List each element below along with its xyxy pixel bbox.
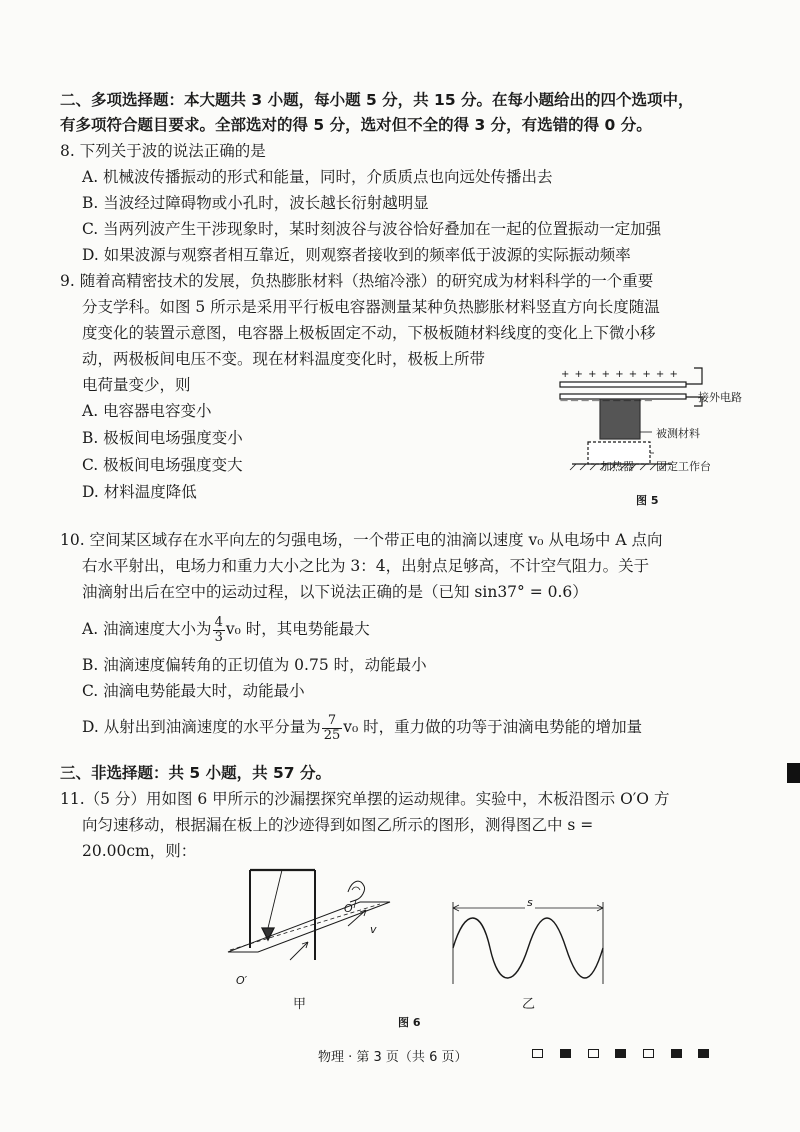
- fraction-7-25: [322, 714, 343, 743]
- q10-option-a-prefix: A. 油滴速度大小为: [82, 620, 212, 638]
- q8-option-b: B. 当波经过障碍物或小孔时，波长越长衍射越明显: [82, 194, 429, 212]
- fraction-denominator: 25: [323, 727, 341, 743]
- footer-mark-empty: [532, 1049, 543, 1058]
- minus-charges: — — — — — — — — —: [560, 396, 653, 405]
- figure-6-yi-sand-trace: [448, 898, 608, 986]
- q8-option-a: A. 机械波传播振动的形式和能量，同时，介质质点也向远处传播出去: [82, 168, 553, 186]
- label-jia: 甲: [293, 997, 307, 1012]
- q10-option-c: C. 油滴电势能最大时，动能最小: [82, 682, 305, 700]
- q11-stem-line2: 向匀速移动，根据漏在板上的沙迹得到如图乙所示的图形，测得图乙中 s =: [82, 816, 594, 834]
- upper-plate: [560, 382, 686, 387]
- sine-wave-trace: [453, 918, 603, 978]
- fraction-numerator: 4: [214, 614, 223, 630]
- q8-stem: 8. 下列关于波的说法正确的是: [60, 142, 266, 160]
- wooden-board: [228, 902, 390, 952]
- fraction-denominator: 3: [214, 629, 223, 645]
- q9-stem-line1: 9. 随着高精密技术的发展，负热膨胀材料（热缩冷涨）的研究成为材料科学的一个重要: [60, 272, 654, 290]
- measured-material-block: [600, 399, 640, 439]
- q10-stem-line1: 10. 空间某区域存在水平向左的匀强电场，一个带正电的油滴以速度 v₀ 从电场中 A 点向: [60, 531, 663, 549]
- q9-stem-line5: 电荷量变少，则: [82, 376, 191, 394]
- fraction-4-3: [213, 616, 225, 645]
- q11-stem-line3: 20.00cm，则：: [82, 842, 197, 860]
- q10-option-b: B. 油滴速度偏转角的正切值为 0.75 时，动能最小: [82, 656, 427, 674]
- label-external-circuit: 接外电路: [698, 391, 742, 404]
- label-v: v: [370, 923, 377, 936]
- fraction-numerator: 7: [322, 714, 343, 729]
- footer-mark-filled: [671, 1049, 682, 1058]
- footer-mark-filled: [698, 1049, 709, 1058]
- footer-mark-empty: [643, 1049, 654, 1058]
- q10-stem-line3: 油滴射出后在空中的运动过程，以下说法正确的是（已知 sin37° = 0.6）: [82, 583, 588, 601]
- figure-5-caption: 图 5: [636, 494, 659, 507]
- label-O: O: [344, 902, 353, 915]
- q9-option-a: A. 电容器电容变小: [82, 402, 212, 420]
- q10-option-a-suffix: v₀ 时，其电势能最大: [225, 620, 370, 638]
- label-yi: 乙: [522, 997, 536, 1012]
- footer-mark-empty: [588, 1049, 599, 1058]
- label-heater: 加热器: [601, 460, 634, 473]
- q10-stem-line2: 右水平射出，电场力和重力大小之比为 3：4，出射点足够高，不计空气阻力。关于: [82, 557, 650, 575]
- footer-mark-filled: [560, 1049, 571, 1058]
- plus-charges: + + + + + + + + +: [561, 369, 679, 380]
- q9-option-d: D. 材料温度降低: [82, 483, 197, 501]
- label-s: s: [527, 896, 533, 909]
- q8-option-c: C. 当两列波产生干涉现象时，某时刻波谷与波谷恰好叠加在一起的位置振动一定加强: [82, 220, 662, 238]
- q9-stem-line4: 动，两极板间电压不变。现在材料温度变化时，极板上所带: [82, 350, 486, 368]
- q8-option-d: D. 如果波源与观察者相互靠近，则观察者接收到的频率低于波源的实际振动频率: [82, 246, 631, 264]
- footer-mark-filled: [615, 1049, 626, 1058]
- wire-upper: [686, 368, 702, 384]
- label-measured-material: 被测材料: [656, 427, 700, 440]
- edge-registration-mark: [787, 763, 800, 783]
- q9-stem-line2: 分支学科。如图 5 所示是采用平行板电容器测量某种负热膨胀材料竖直方向长度随温: [82, 298, 660, 316]
- label-O-prime: O′: [236, 974, 248, 987]
- figure-6-caption: 图 6: [398, 1016, 421, 1029]
- q9-option-b: B. 极板间电场强度变小: [82, 429, 243, 447]
- section2-heading-line1: 二、多项选择题：本大题共 3 小题，每小题 5 分，共 15 分。在每小题给出的四个选项中，: [60, 91, 694, 109]
- q9-option-c: C. 极板间电场强度变大: [82, 456, 243, 474]
- section3-heading: 三、非选择题：共 5 小题，共 57 分。: [60, 764, 331, 782]
- velocity-arrow-lower: [290, 942, 308, 960]
- hand-icon: [348, 881, 365, 902]
- q10-option-a: [82, 614, 370, 645]
- section2-heading-line2: 有多项符合题目要求。全部选对的得 5 分，选对但不全的得 3 分，有选错的得 0 分。: [60, 116, 652, 134]
- pendulum-string: [268, 870, 282, 928]
- label-fixed-worktable: 固定工作台: [656, 460, 711, 473]
- q10-option-d: [82, 712, 642, 743]
- q10-option-d-suffix: v₀ 时，重力做的功等于油滴电势能的增加量: [343, 718, 643, 736]
- q11-stem-line1: 11.（5 分）用如图 6 甲所示的沙漏摆探究单摆的运动规律。实验中，木板沿图示 O′O 方: [60, 790, 670, 808]
- q10-option-d-prefix: D. 从射出到油滴速度的水平分量为: [82, 718, 321, 736]
- page-footer: 物理 · 第 3 页（共 6 页）: [318, 1050, 468, 1065]
- q9-stem-line3: 度变化的装置示意图，电容器上极板固定不动，下极板随材料线度的变化上下微小移: [82, 324, 656, 342]
